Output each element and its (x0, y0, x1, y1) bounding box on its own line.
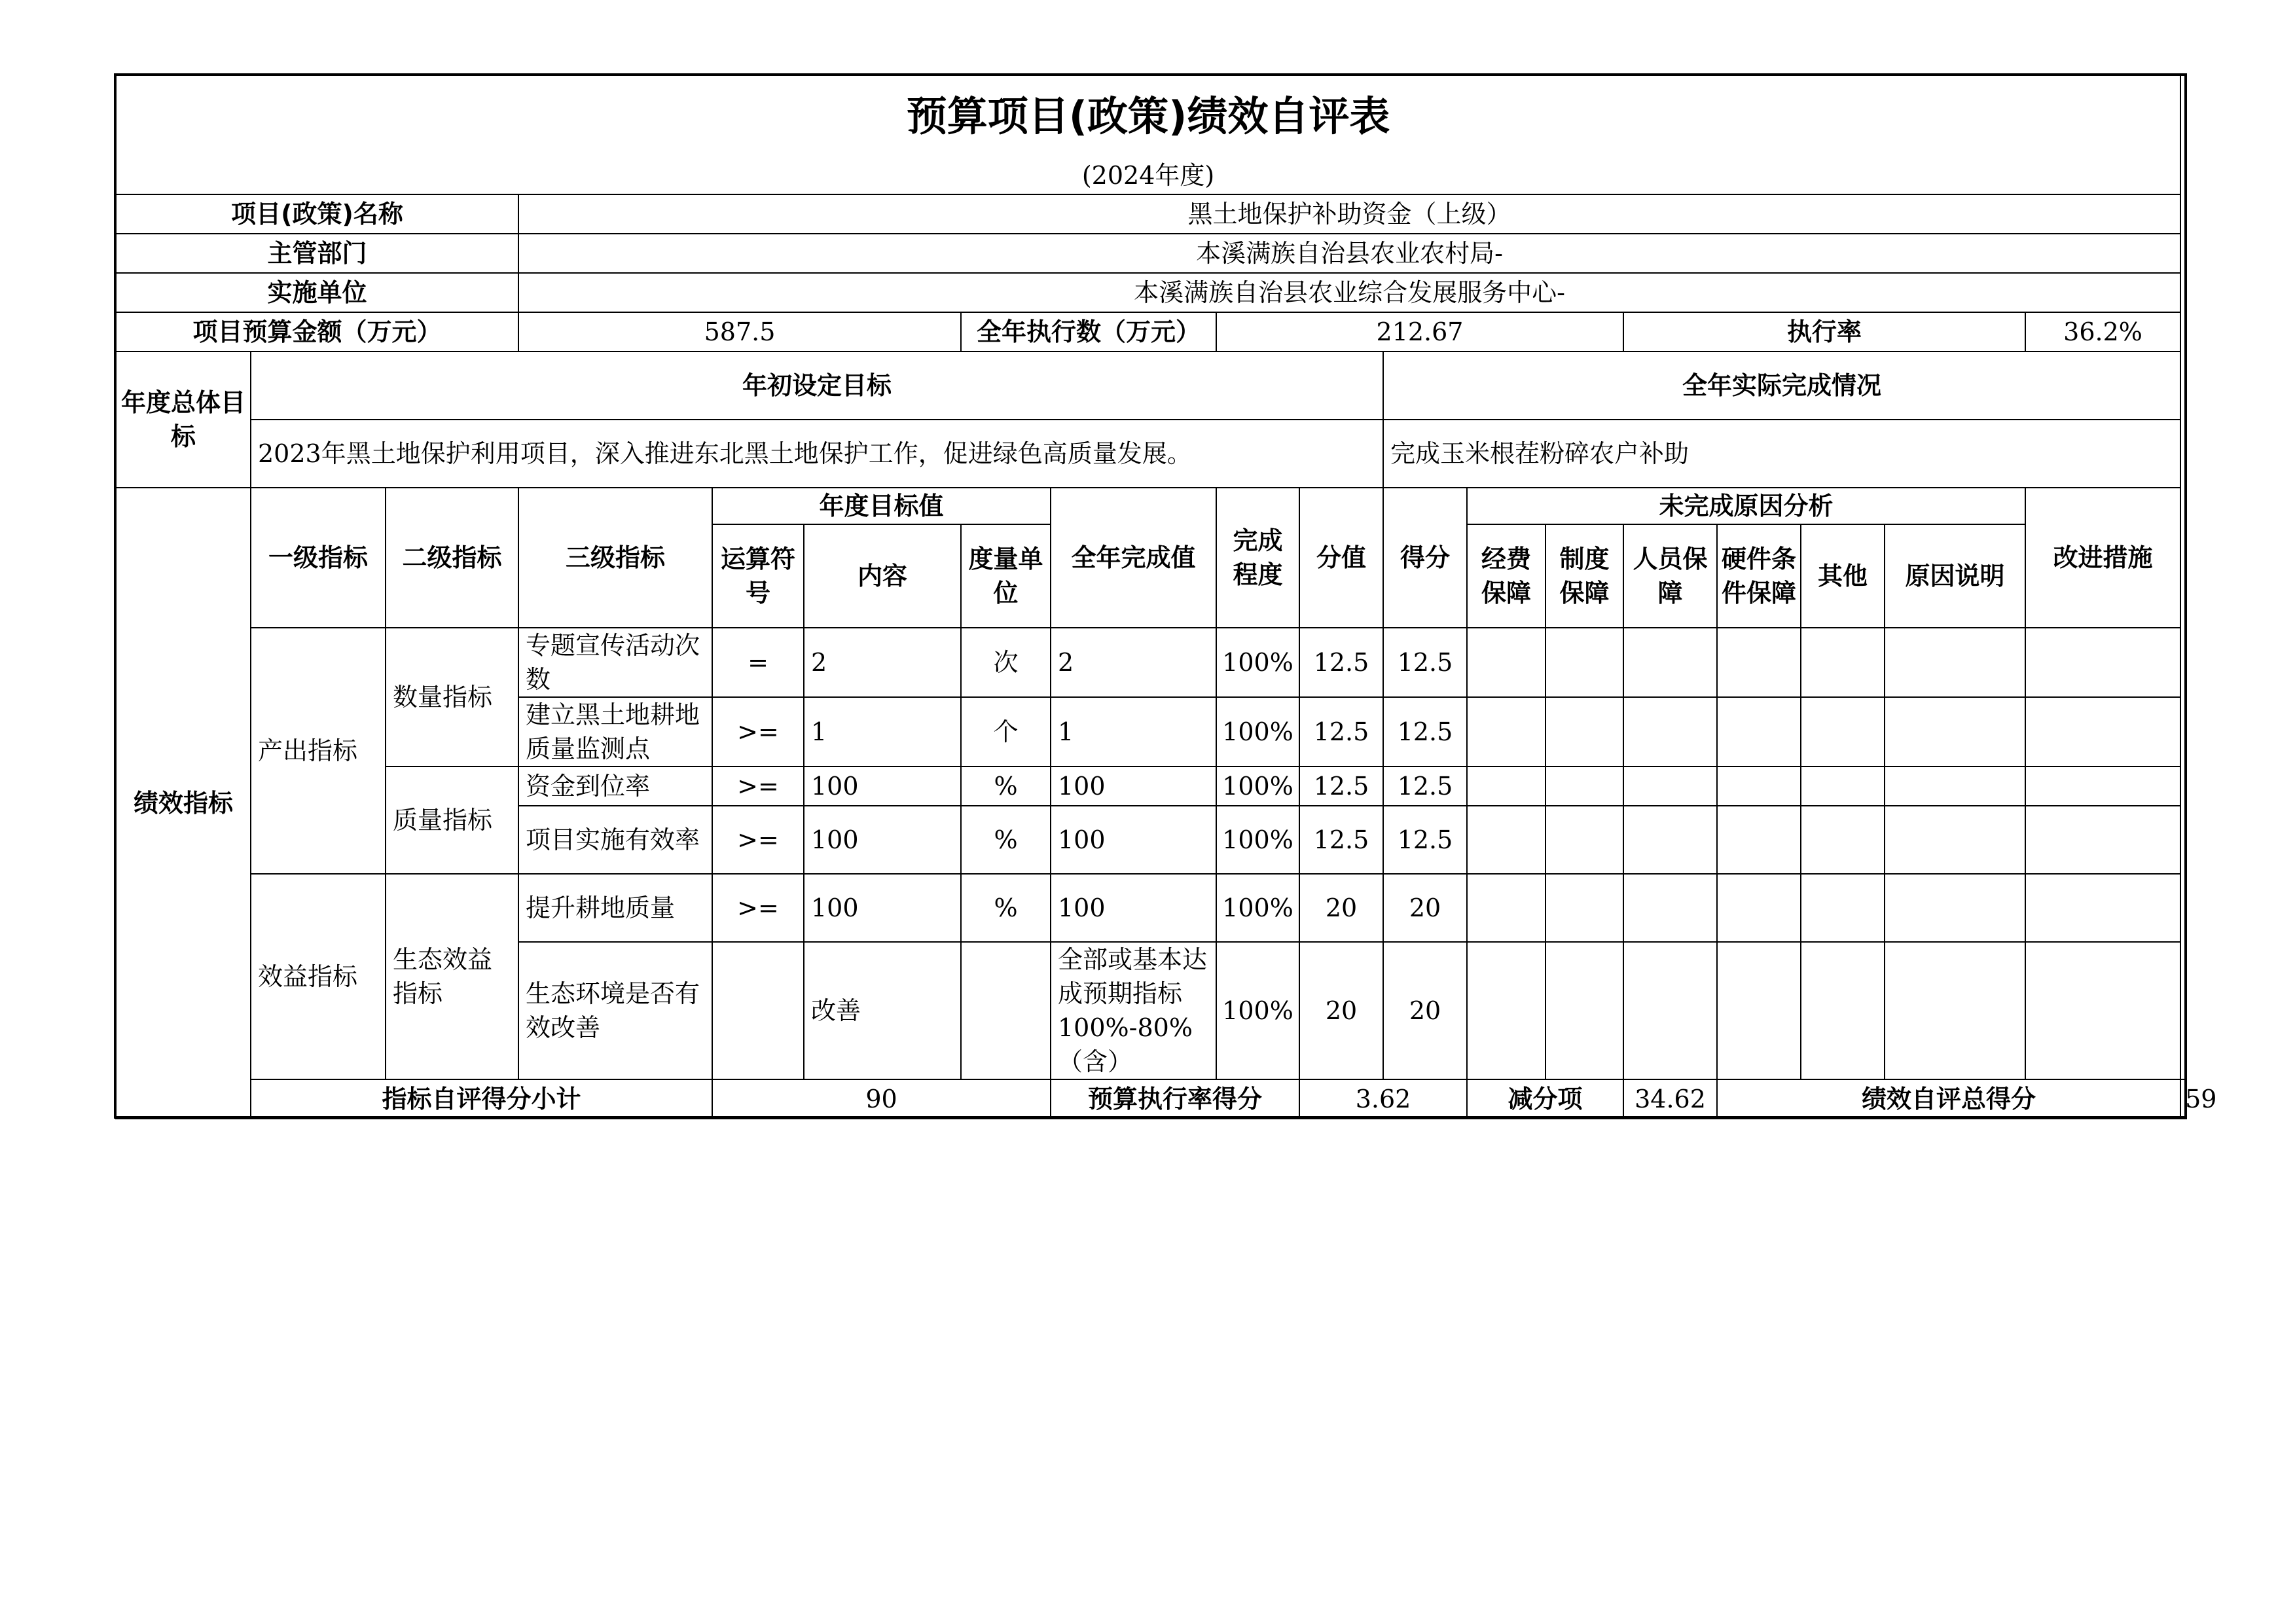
empty-cell (1885, 697, 2025, 767)
budget-score-value: 3.62 (1299, 1079, 1467, 1119)
actual-header: 全年完成值 (1051, 488, 1216, 628)
empty-cell (1467, 874, 1545, 942)
evaluation-form (115, 75, 2217, 1119)
unit-value: 本溪满族自治县农业综合发展服务中心- (518, 273, 2180, 312)
budget-score-label: 预算执行率得分 (1051, 1079, 1299, 1119)
total-label: 绩效自评总得分 (1717, 1079, 2180, 1119)
empty-cell (2025, 628, 2180, 697)
empty-cell (1717, 767, 1801, 806)
group-quantity: 数量指标 (386, 628, 518, 767)
indicator-name: 建立黑土地耕地质量监测点 (518, 697, 712, 767)
indicator-score: 20 (1383, 874, 1467, 942)
score-value-header: 分值 (1299, 488, 1383, 628)
dept-value: 本溪满族自治县农业农村局- (518, 234, 2180, 273)
executed-label: 全年执行数（万元） (961, 312, 1216, 352)
indicator-operator (712, 942, 804, 1079)
indicator-content: 100 (804, 806, 961, 874)
empty-cell (1623, 942, 1717, 1079)
indicator-unit: % (961, 767, 1051, 806)
deduct-value: 34.62 (1623, 1079, 1717, 1119)
indicator-unit: 次 (961, 628, 1051, 697)
indicator-actual: 100 (1051, 874, 1216, 942)
empty-cell (1545, 767, 1623, 806)
project-name-value: 黑土地保护补助资金（上级） (518, 194, 2180, 234)
budget-value: 587.5 (518, 312, 961, 352)
completion-header: 完成程度 (1216, 488, 1299, 628)
empty-cell (2025, 874, 2180, 942)
indicator-score: 12.5 (1383, 697, 1467, 767)
empty-cell (1885, 874, 2025, 942)
indicator-actual: 1 (1051, 697, 1216, 767)
reason-system-header: 制度保障 (1545, 524, 1623, 628)
indicator-content: 100 (804, 874, 961, 942)
indicator-operator: >= (712, 697, 804, 767)
reason-staff-header: 人员保障 (1623, 524, 1717, 628)
actual-completion-header: 全年实际完成情况 (1383, 352, 2180, 420)
indicator-content: 1 (804, 697, 961, 767)
indicator-actual: 100 (1051, 767, 1216, 806)
indicator-name: 专题宣传活动次数 (518, 628, 712, 697)
empty-cell (1545, 806, 1623, 874)
indicator-unit: 个 (961, 697, 1051, 767)
indicator-operator: = (712, 628, 804, 697)
rate-label: 执行率 (1623, 312, 2025, 352)
rate-value: 36.2% (2025, 312, 2180, 352)
empty-cell (2025, 697, 2180, 767)
indicator-content: 改善 (804, 942, 961, 1079)
reason-other-header: 其他 (1801, 524, 1885, 628)
empty-cell (1801, 942, 1885, 1079)
indicator-unit: % (961, 806, 1051, 874)
indicator-score: 12.5 (1383, 767, 1467, 806)
indicator-value: 12.5 (1299, 628, 1383, 697)
indicator-value: 12.5 (1299, 697, 1383, 767)
page-title: 预算项目(政策)绩效自评表 (116, 75, 2180, 157)
empty-cell (1717, 874, 1801, 942)
perf-indicator-label: 绩效指标 (116, 488, 251, 1119)
empty-cell (1467, 767, 1545, 806)
initial-goal-text: 2023年黑土地保护利用项目，深入推进东北黑土地保护工作，促进绿色高质量发展。 (251, 420, 1383, 488)
reason-hardware-header: 硬件条件保障 (1717, 524, 1801, 628)
actual-completion-text: 完成玉米根茬粉碎农户补助 (1383, 420, 2180, 488)
empty-cell (1545, 697, 1623, 767)
empty-cell (1545, 942, 1623, 1079)
empty-cell (1801, 628, 1885, 697)
empty-cell (1545, 874, 1623, 942)
initial-goal-header: 年初设定目标 (251, 352, 1383, 420)
indicator-completion: 100% (1216, 767, 1299, 806)
empty-cell (1885, 806, 2025, 874)
year-subtitle: (2024年度) (116, 157, 2180, 194)
unit-header: 度量单位 (961, 524, 1051, 628)
empty-cell (1801, 806, 1885, 874)
indicator-actual: 100 (1051, 806, 1216, 874)
indicator-score: 12.5 (1383, 806, 1467, 874)
empty-cell (1801, 874, 1885, 942)
empty-cell (1717, 942, 1801, 1079)
indicator-value: 12.5 (1299, 767, 1383, 806)
empty-cell (2025, 767, 2180, 806)
content-header: 内容 (804, 524, 961, 628)
subtotal-value: 90 (712, 1079, 1051, 1119)
indicator-name: 资金到位率 (518, 767, 712, 806)
unit-label: 实施单位 (116, 273, 518, 312)
empty-cell (1717, 697, 1801, 767)
dept-label: 主管部门 (116, 234, 518, 273)
indicator-completion: 100% (1216, 942, 1299, 1079)
empty-cell (2025, 942, 2180, 1079)
empty-cell (1623, 697, 1717, 767)
group-quality: 质量指标 (386, 767, 518, 874)
deduct-label: 减分项 (1467, 1079, 1623, 1119)
reason-funding-header: 经费保障 (1467, 524, 1545, 628)
empty-cell (1623, 874, 1717, 942)
indicator-actual: 全部或基本达成预期指标100%-80%（含） (1051, 942, 1216, 1079)
indicator-completion: 100% (1216, 874, 1299, 942)
empty-cell (1623, 628, 1717, 697)
level1-header: 一级指标 (251, 488, 386, 628)
target-group-header: 年度目标值 (712, 488, 1051, 524)
total-value: 59 (2180, 1079, 2186, 1119)
reason-explain-header: 原因说明 (1885, 524, 2025, 628)
empty-cell (1467, 697, 1545, 767)
project-name-label: 项目(政策)名称 (116, 194, 518, 234)
level3-header: 三级指标 (518, 488, 712, 628)
empty-cell (1717, 806, 1801, 874)
indicator-completion: 100% (1216, 628, 1299, 697)
budget-label: 项目预算金额（万元） (116, 312, 518, 352)
empty-cell (1885, 942, 2025, 1079)
indicator-unit (961, 942, 1051, 1079)
empty-cell (1885, 628, 2025, 697)
indicator-operator: >= (712, 874, 804, 942)
indicator-unit: % (961, 874, 1051, 942)
indicator-name: 生态环境是否有效改善 (518, 942, 712, 1079)
indicator-actual: 2 (1051, 628, 1216, 697)
indicator-completion: 100% (1216, 806, 1299, 874)
empty-cell (1467, 628, 1545, 697)
empty-cell (1885, 767, 2025, 806)
empty-cell (1623, 806, 1717, 874)
indicator-value: 20 (1299, 874, 1383, 942)
improve-header: 改进措施 (2025, 488, 2180, 628)
empty-cell (1467, 942, 1545, 1079)
group-output: 产出指标 (251, 628, 386, 874)
indicator-name: 提升耕地质量 (518, 874, 712, 942)
indicator-name: 项目实施有效率 (518, 806, 712, 874)
empty-cell (1623, 767, 1717, 806)
group-eco: 生态效益指标 (386, 874, 518, 1079)
reason-group-header: 未完成原因分析 (1467, 488, 2025, 524)
empty-cell (1717, 628, 1801, 697)
score-header: 得分 (1383, 488, 1467, 628)
executed-value: 212.67 (1216, 312, 1623, 352)
indicator-score: 20 (1383, 942, 1467, 1079)
indicator-completion: 100% (1216, 697, 1299, 767)
indicator-content: 100 (804, 767, 961, 806)
empty-cell (1545, 628, 1623, 697)
empty-cell (2025, 806, 2180, 874)
empty-cell (1801, 697, 1885, 767)
group-benefit: 效益指标 (251, 874, 386, 1079)
indicator-content: 2 (804, 628, 961, 697)
empty-cell (1467, 806, 1545, 874)
indicator-operator: >= (712, 767, 804, 806)
evaluation-table (115, 75, 2217, 1119)
level2-header: 二级指标 (386, 488, 518, 628)
indicator-operator: >= (712, 806, 804, 874)
annual-goal-label: 年度总体目标 (116, 352, 251, 488)
indicator-value: 20 (1299, 942, 1383, 1079)
empty-cell (1801, 767, 1885, 806)
subtotal-label: 指标自评得分小计 (251, 1079, 712, 1119)
indicator-value: 12.5 (1299, 806, 1383, 874)
operator-header: 运算符号 (712, 524, 804, 628)
indicator-score: 12.5 (1383, 628, 1467, 697)
